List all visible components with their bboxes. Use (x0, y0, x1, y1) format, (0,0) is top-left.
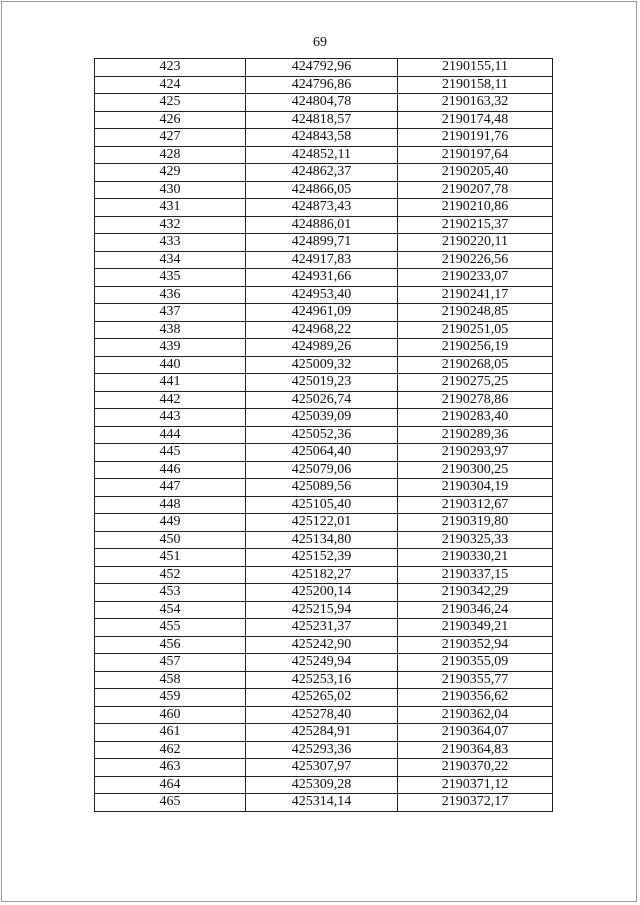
x-coordinate-cell: 424968,22 (246, 321, 398, 339)
x-coordinate-cell: 424804,78 (246, 94, 398, 112)
point-number-cell: 432 (95, 216, 246, 234)
table-row (95, 164, 553, 182)
x-coordinate-cell: 424843,58 (246, 129, 398, 147)
table-row (95, 724, 553, 742)
y-coordinate-cell: 2190215,37 (398, 216, 553, 234)
point-number-cell: 429 (95, 164, 246, 182)
y-coordinate-cell: 2190364,07 (398, 724, 553, 742)
x-coordinate-cell: 425019,23 (246, 374, 398, 392)
y-coordinate-cell: 2190226,56 (398, 251, 553, 269)
x-coordinate-cell: 425200,14 (246, 584, 398, 602)
table-row (95, 199, 553, 217)
y-coordinate-cell: 2190325,33 (398, 531, 553, 549)
table-row (95, 286, 553, 304)
point-number-cell: 434 (95, 251, 246, 269)
x-coordinate-cell: 424953,40 (246, 286, 398, 304)
table-row (95, 461, 553, 479)
table-row (95, 321, 553, 339)
y-coordinate-cell: 2190356,62 (398, 689, 553, 707)
x-coordinate-cell: 424852,11 (246, 146, 398, 164)
x-coordinate-cell: 425284,91 (246, 724, 398, 742)
x-coordinate-cell: 425152,39 (246, 549, 398, 567)
y-coordinate-cell: 2190330,21 (398, 549, 553, 567)
table-row (95, 619, 553, 637)
x-coordinate-cell: 424931,66 (246, 269, 398, 287)
y-coordinate-cell: 2190233,07 (398, 269, 553, 287)
x-coordinate-cell: 425307,97 (246, 759, 398, 777)
table-row (95, 706, 553, 724)
point-number-cell: 443 (95, 409, 246, 427)
y-coordinate-cell: 2190371,12 (398, 776, 553, 794)
y-coordinate-cell: 2190364,83 (398, 741, 553, 759)
table-row (95, 426, 553, 444)
y-coordinate-cell: 2190205,40 (398, 164, 553, 182)
y-coordinate-cell: 2190300,25 (398, 461, 553, 479)
y-coordinate-cell: 2190293,97 (398, 444, 553, 462)
point-number-cell: 452 (95, 566, 246, 584)
point-number-cell: 457 (95, 654, 246, 672)
table-row (95, 181, 553, 199)
y-coordinate-cell: 2190155,11 (398, 59, 553, 77)
table-row (95, 374, 553, 392)
x-coordinate-cell: 425309,28 (246, 776, 398, 794)
point-number-cell: 440 (95, 356, 246, 374)
table-row (95, 356, 553, 374)
y-coordinate-cell: 2190278,86 (398, 391, 553, 409)
table-row (95, 409, 553, 427)
x-coordinate-cell: 424873,43 (246, 199, 398, 217)
point-number-cell: 454 (95, 601, 246, 619)
y-coordinate-cell: 2190355,77 (398, 671, 553, 689)
table-row (95, 601, 553, 619)
point-number-cell: 444 (95, 426, 246, 444)
x-coordinate-cell: 425134,80 (246, 531, 398, 549)
table-row (95, 94, 553, 112)
x-coordinate-cell: 425215,94 (246, 601, 398, 619)
y-coordinate-cell: 2190248,85 (398, 304, 553, 322)
table-row (95, 566, 553, 584)
point-number-cell: 426 (95, 111, 246, 129)
point-number-cell: 461 (95, 724, 246, 742)
table-row (95, 794, 553, 812)
coordinates-table (94, 58, 553, 812)
table-row (95, 339, 553, 357)
point-number-cell: 442 (95, 391, 246, 409)
x-coordinate-cell: 424818,57 (246, 111, 398, 129)
point-number-cell: 455 (95, 619, 246, 637)
point-number-cell: 445 (95, 444, 246, 462)
table-row (95, 496, 553, 514)
table-row (95, 479, 553, 497)
x-coordinate-cell: 425253,16 (246, 671, 398, 689)
x-coordinate-cell: 425089,56 (246, 479, 398, 497)
x-coordinate-cell: 425122,01 (246, 514, 398, 532)
point-number-cell: 428 (95, 146, 246, 164)
page-number: 69 (313, 35, 327, 50)
x-coordinate-cell: 424866,05 (246, 181, 398, 199)
x-coordinate-cell: 425314,14 (246, 794, 398, 812)
x-coordinate-cell: 425231,37 (246, 619, 398, 637)
table-row (95, 776, 553, 794)
y-coordinate-cell: 2190275,25 (398, 374, 553, 392)
point-number-cell: 430 (95, 181, 246, 199)
point-number-cell: 439 (95, 339, 246, 357)
point-number-cell: 460 (95, 706, 246, 724)
x-coordinate-cell: 425079,06 (246, 461, 398, 479)
y-coordinate-cell: 2190352,94 (398, 636, 553, 654)
y-coordinate-cell: 2190207,78 (398, 181, 553, 199)
x-coordinate-cell: 424886,01 (246, 216, 398, 234)
x-coordinate-cell: 424862,37 (246, 164, 398, 182)
point-number-cell: 459 (95, 689, 246, 707)
y-coordinate-cell: 2190342,29 (398, 584, 553, 602)
x-coordinate-cell: 424961,09 (246, 304, 398, 322)
table-row (95, 111, 553, 129)
y-coordinate-cell: 2190256,19 (398, 339, 553, 357)
y-coordinate-cell: 2190362,04 (398, 706, 553, 724)
x-coordinate-cell: 424989,26 (246, 339, 398, 357)
table-row (95, 129, 553, 147)
x-coordinate-cell: 425293,36 (246, 741, 398, 759)
point-number-cell: 431 (95, 199, 246, 217)
y-coordinate-cell: 2190174,48 (398, 111, 553, 129)
table-row (95, 759, 553, 777)
x-coordinate-cell: 425064,40 (246, 444, 398, 462)
table-row (95, 146, 553, 164)
y-coordinate-cell: 2190158,11 (398, 76, 553, 94)
point-number-cell: 435 (95, 269, 246, 287)
x-coordinate-cell: 424796,86 (246, 76, 398, 94)
table-row (95, 76, 553, 94)
point-number-cell: 463 (95, 759, 246, 777)
y-coordinate-cell: 2190210,86 (398, 199, 553, 217)
table-row (95, 444, 553, 462)
y-coordinate-cell: 2190191,76 (398, 129, 553, 147)
y-coordinate-cell: 2190355,09 (398, 654, 553, 672)
y-coordinate-cell: 2190289,36 (398, 426, 553, 444)
x-coordinate-cell: 425052,36 (246, 426, 398, 444)
point-number-cell: 447 (95, 479, 246, 497)
x-coordinate-cell: 425265,02 (246, 689, 398, 707)
point-number-cell: 448 (95, 496, 246, 514)
table-row (95, 531, 553, 549)
table-row (95, 636, 553, 654)
table-row (95, 391, 553, 409)
point-number-cell: 465 (95, 794, 246, 812)
y-coordinate-cell: 2190312,67 (398, 496, 553, 514)
table-row (95, 514, 553, 532)
y-coordinate-cell: 2190197,64 (398, 146, 553, 164)
point-number-cell: 462 (95, 741, 246, 759)
point-number-cell: 437 (95, 304, 246, 322)
table-row (95, 216, 553, 234)
table-row (95, 689, 553, 707)
y-coordinate-cell: 2190241,17 (398, 286, 553, 304)
x-coordinate-cell: 424899,71 (246, 234, 398, 252)
table-row (95, 671, 553, 689)
point-number-cell: 425 (95, 94, 246, 112)
table-row (95, 234, 553, 252)
point-number-cell: 451 (95, 549, 246, 567)
x-coordinate-cell: 425026,74 (246, 391, 398, 409)
y-coordinate-cell: 2190268,05 (398, 356, 553, 374)
y-coordinate-cell: 2190220,11 (398, 234, 553, 252)
x-coordinate-cell: 425278,40 (246, 706, 398, 724)
point-number-cell: 441 (95, 374, 246, 392)
point-number-cell: 456 (95, 636, 246, 654)
point-number-cell: 464 (95, 776, 246, 794)
x-coordinate-cell: 425182,27 (246, 566, 398, 584)
y-coordinate-cell: 2190372,17 (398, 794, 553, 812)
y-coordinate-cell: 2190337,15 (398, 566, 553, 584)
point-number-cell: 458 (95, 671, 246, 689)
y-coordinate-cell: 2190251,05 (398, 321, 553, 339)
x-coordinate-cell: 425105,40 (246, 496, 398, 514)
y-coordinate-cell: 2190370,22 (398, 759, 553, 777)
x-coordinate-cell: 425039,09 (246, 409, 398, 427)
x-coordinate-cell: 425242,90 (246, 636, 398, 654)
x-coordinate-cell: 424792,96 (246, 59, 398, 77)
x-coordinate-cell: 425249,94 (246, 654, 398, 672)
y-coordinate-cell: 2190283,40 (398, 409, 553, 427)
table-row (95, 269, 553, 287)
point-number-cell: 446 (95, 461, 246, 479)
y-coordinate-cell: 2190304,19 (398, 479, 553, 497)
y-coordinate-cell: 2190319,80 (398, 514, 553, 532)
x-coordinate-cell: 424917,83 (246, 251, 398, 269)
table-row (95, 741, 553, 759)
y-coordinate-cell: 2190346,24 (398, 601, 553, 619)
point-number-cell: 450 (95, 531, 246, 549)
table-row (95, 584, 553, 602)
y-coordinate-cell: 2190349,21 (398, 619, 553, 637)
table-row (95, 251, 553, 269)
point-number-cell: 438 (95, 321, 246, 339)
table-row (95, 304, 553, 322)
point-number-cell: 423 (95, 59, 246, 77)
point-number-cell: 453 (95, 584, 246, 602)
point-number-cell: 449 (95, 514, 246, 532)
table-row (95, 59, 553, 77)
point-number-cell: 436 (95, 286, 246, 304)
y-coordinate-cell: 2190163,32 (398, 94, 553, 112)
table-row (95, 549, 553, 567)
point-number-cell: 427 (95, 129, 246, 147)
coordinates-table-body (95, 59, 553, 812)
table-row (95, 654, 553, 672)
point-number-cell: 424 (95, 76, 246, 94)
point-number-cell: 433 (95, 234, 246, 252)
x-coordinate-cell: 425009,32 (246, 356, 398, 374)
